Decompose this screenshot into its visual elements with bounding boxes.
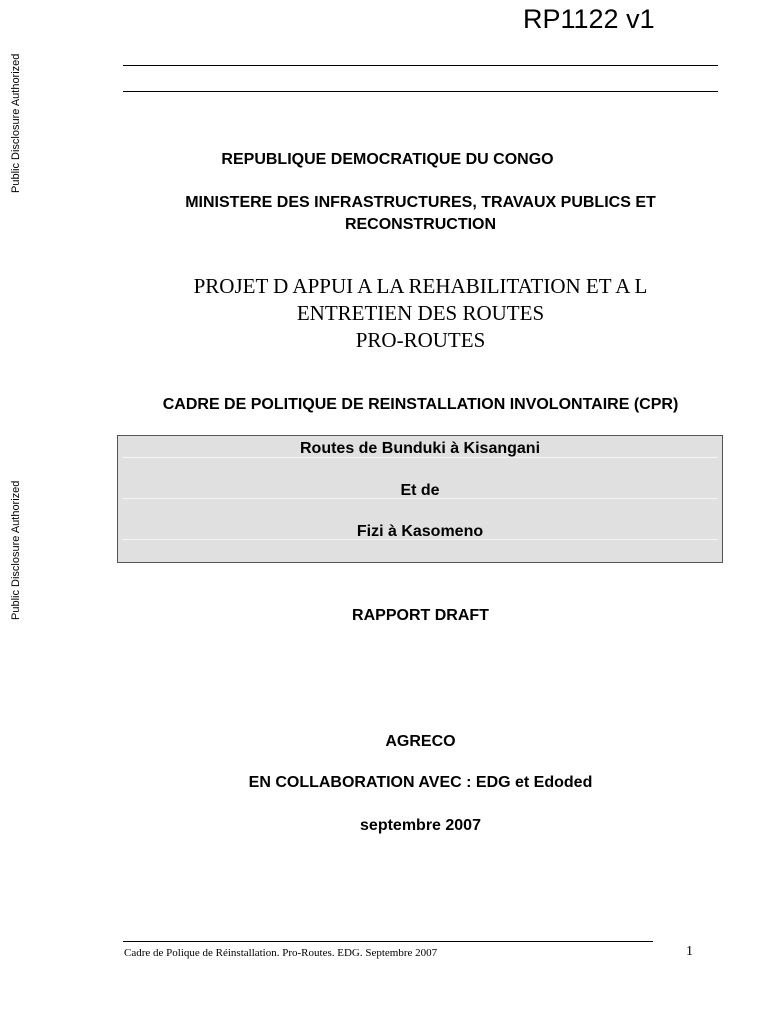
route-1: Routes de Bunduki à Kisangani [299,440,541,457]
route-connector: Et de [400,482,440,499]
header-rule-top [123,65,718,66]
footer-rule [123,941,653,942]
report-code: RP1122 v1 [523,4,655,34]
report-date: septembre 2007 [360,817,481,834]
project-line-1: PROJET D APPUI A LA REHABILITATION ET A L [193,274,648,298]
route-2: Fizi à Kasomeno [356,523,484,540]
author: AGRECO [385,733,456,750]
ministry-line-2: RECONSTRUCTION [344,216,497,233]
side-watermark-top: Public Disclosure Authorized [10,53,22,193]
page-number: 1 [686,944,693,959]
project-line-3: PRO-ROUTES [355,328,486,352]
country-heading: REPUBLIQUE DEMOCRATIQUE DU CONGO [221,151,554,168]
project-line-2: ENTRETIEN DES ROUTES [296,301,545,325]
report-status: RAPPORT DRAFT [352,607,489,624]
route-box [117,435,723,563]
footer-text: Cadre de Polique de Réinstallation. Pro-Routes. EDG. Septembre 2007 [124,947,438,959]
project-title [123,273,718,354]
cpr-title: CADRE DE POLITIQUE DE REINSTALLATION INVOLONTAIRE (CPR) [162,396,679,413]
header-rule-bottom [123,91,718,92]
collaboration: EN COLLABORATION AVEC : EDG et Edoded [248,774,593,791]
ministry-line-1: MINISTERE DES INFRASTRUCTURES, TRAVAUX PUBLICS ET [185,194,656,211]
side-watermark-bottom: Public Disclosure Authorized [10,480,22,620]
ministry-heading [123,192,718,236]
